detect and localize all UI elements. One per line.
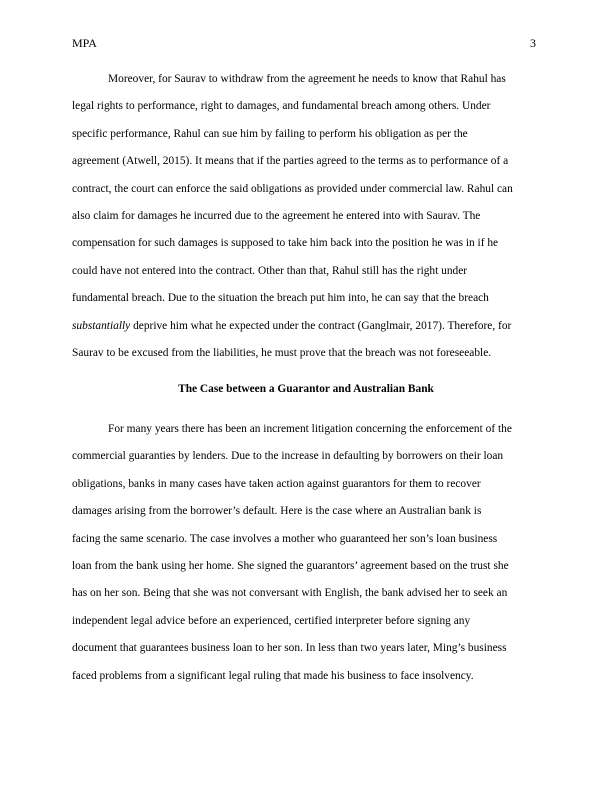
paragraph-line: specific performance, Rahul can sue him by failing to perform his obligation as per the	[72, 127, 468, 140]
paragraph-line: commercial guaranties by lenders. Due to the increase in defaulting by borrowers on their loan	[72, 450, 504, 463]
paragraph-line: fundamental breach. Due to the situation the breach put him into, he can say that the breach	[72, 292, 489, 305]
paragraph-guarantor-case	[72, 416, 540, 690]
paragraph-line: could have not entered into the contract. Other than that, Rahul still has the right under	[72, 264, 468, 277]
paragraph-line: Moreover, for Saurav to withdraw from the agreement he needs to know that Rahul has	[108, 73, 506, 85]
running-head: MPA	[72, 36, 97, 50]
page-number: 3	[530, 36, 536, 50]
section-heading: The Case between a Guarantor and Australian Bank	[178, 383, 434, 395]
paragraph-line: agreement (Atwell, 2015). It means that if the parties agreed to the terms as to performance of a	[72, 155, 509, 168]
italic-word: substantially	[72, 319, 131, 332]
paragraph-line: also claim for damages he incurred due to the agreement he entered into with Saurav. The	[72, 210, 481, 223]
paragraph-line: has on her son. Being that she was not conversant with English, the bank advised her to seek an	[72, 587, 508, 600]
paragraph-line: For many years there has been an increment litigation concerning the enforcement of the	[108, 423, 512, 435]
paragraph-line: document that guarantees business loan to her son. In less than two years later, Ming’s business	[72, 642, 507, 655]
paragraph-line: damages arising from the borrower’s default. Here is the case where an Australian bank is	[72, 505, 482, 518]
paragraph-line: independent legal advice before an experienced, certified interpreter before signing any	[72, 614, 471, 627]
paragraph-line: loan from the bank using her home. She signed the guarantors’ agreement based on the trust she	[72, 560, 509, 573]
paragraph-line: legal rights to performance, right to damages, and fundamental breach among others. Under	[72, 100, 491, 113]
line-text: deprive him what he expected under the contract (Ganglmair, 2017). Therefore, for	[130, 319, 512, 332]
paragraph-line: faced problems from a significant legal ruling that made his business to face insolvency.	[72, 669, 474, 682]
paragraph-line: obligations, banks in many cases have taken action against guarantors for them to recover	[72, 477, 481, 490]
paragraph-guarantee-rights	[72, 66, 540, 367]
paragraph-line: facing the same scenario. The case involves a mother who guaranteed her son’s loan business	[72, 532, 498, 545]
paragraph-line: Saurav to be excused from the liabilities, he must prove that the breach was not foreseeable.	[72, 347, 492, 360]
paragraph-line	[72, 313, 540, 340]
paragraph-line: contract, the court can enforce the said obligations as provided under commercial law. Rahul can	[72, 182, 513, 195]
paragraph-line: compensation for such damages is supposed to take him back into the position he was in if he	[72, 237, 499, 250]
